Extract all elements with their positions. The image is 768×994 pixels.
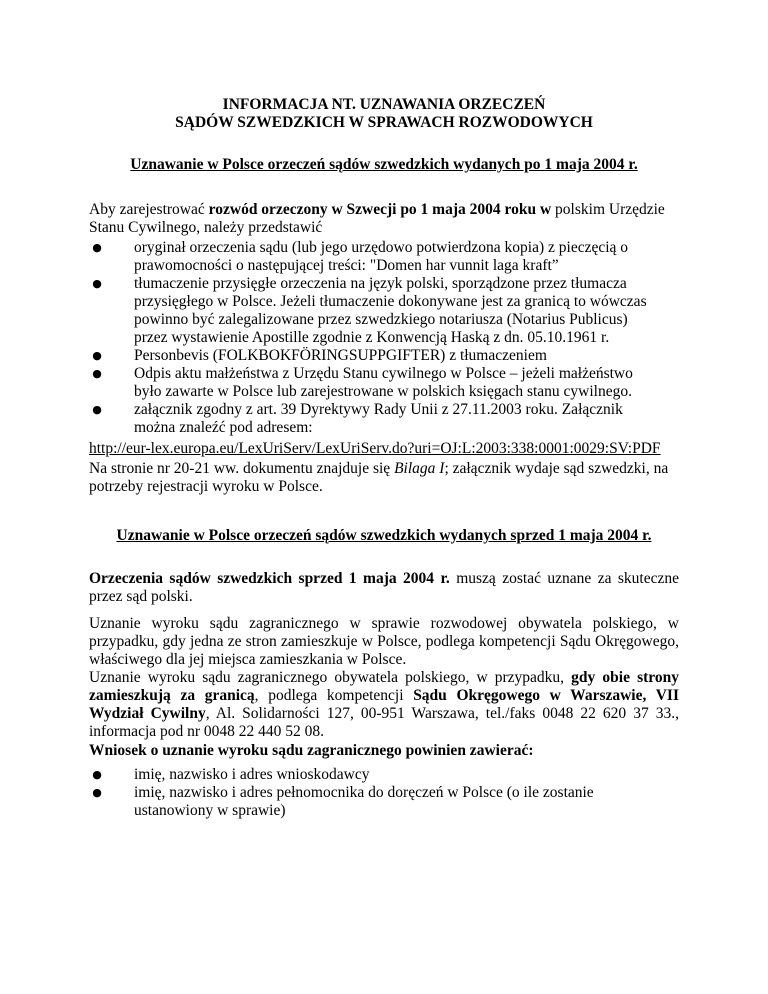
list-item [89,401,649,437]
list-item [89,365,649,401]
note-italic: Bilaga I [394,460,445,477]
section2-paragraph-2: Uznanie wyroku sądu zagranicznego w sprawie rozwodowej obywatela polskiego, w przypadku, gdy jedna ze stron zamieszkuje w Polsce, podlega kompetencji Sądu Okręgowego, właściwego dla jej miejsca zamieszkania w Polsce. [89,615,679,668]
request-list [89,766,649,820]
list-item-text: Odpis aktu małżeństwa z Urzędu Stanu cywilnego w Polsce – jeżeli małżeństwo było zawarte w Polsce lub zarejestrowane w polskich księgach stanu cywilnego. [134,365,633,400]
section2-paragraph-1 [89,570,679,606]
section1-heading: Uznawanie w Polsce orzeczeń sądów szwedzkich wydanych po 1 maja 2004 r. [130,156,638,173]
intro-text: Aby zarejestrować [89,201,209,218]
note-text-end: ; załącznik wydaje sąd szwedzki, na potrzeby rejestracji wyroku w Polsce. [89,460,669,495]
intro-text-end: polskim Urzędzie Stanu Cywilnego, należy przedstawić [89,201,665,236]
p3-text-end: , Al. Solidarności 127, 00-951 Warszawa, tel./faks 0048 22 620 37 33., informacja pod nr 0048 22 440 52 08. [89,705,679,740]
section1-intro [89,201,679,237]
bullet-icon: ● [92,277,102,290]
list-item [89,239,649,275]
title-line-2: SĄDÓW SZWEDZKICH W SPRAWACH ROZWODOWYCH [175,114,593,131]
document-title [0,96,768,132]
title-line-1: INFORMACJA NT. UZNAWANIA ORZECZEŃ [222,96,546,113]
list-item [89,347,649,365]
note-text: Na stronie nr 20-21 ww. dokumentu znajduje się [89,460,395,477]
bullet-icon: ● [92,241,102,254]
bullet-icon: ● [92,786,102,799]
bullet-icon: ● [92,768,102,781]
requirements-list [89,239,649,437]
list-item [89,275,649,347]
eurlex-link[interactable]: http://eur-lex.europa.eu/LexUriServ/LexUriServ.do?uri=OJ:L:2003:338:0001:0029:SV:PDF [89,440,661,457]
p3-bold: gdy obie strony zamieszkują za granicą [89,669,679,704]
list-item [89,766,649,784]
bullet-icon: ● [92,367,102,380]
intro-bold: rozwód orzeczony w Szwecji po 1 maja 2004 roku w [208,201,552,218]
section2-heading: Uznawanie w Polsce orzeczeń sądów szwedzkich wydanych sprzed 1 maja 2004 r. [116,527,652,544]
list-item-text: załącznik zgodny z art. 39 Dyrektywy Rady Unii z 27.11.2003 roku. Załącznik można znaleźć pod adresem: [134,401,623,436]
bullet-icon: ● [92,403,102,416]
list-item-text: imię, nazwisko i adres pełnomocnika do doręczeń w Polsce (o ile zostanie ustanowiony w sprawie) [134,784,594,819]
p3-text: , podlega kompetencji [254,687,414,704]
section1-note [89,460,679,496]
list-item [89,784,649,820]
p1-bold: Orzeczenia sądów szwedzkich sprzed 1 maja 2004 r. [89,570,450,587]
list-item-text: tłumaczenie przysięgłe orzeczenia na język polski, sporządzone przez tłumacza przysięgłego w Polsce. Jeżeli tłumaczenie dokonywane jest za granicą to wówczas powinno być zalegalizowane przez szwedzkiego notariusza (Notarius Publicus) przez wystawienie Apostille zgodnie z Konwencją Haską z dn. 05.10.1961 r. [134,275,647,346]
p3-bold-court: Sądu Okręgowego w Warszawie, VII Wydział Cywilny [89,687,680,722]
section2-paragraph-3 [89,669,679,741]
p3-text: Uznanie wyroku sądu zagranicznego obywatela polskiego, w przypadku, [89,669,572,686]
p1-text: muszą zostać uznane za skuteczne przez sąd polski. [89,570,679,605]
list-item-text: oryginał orzeczenia sądu (lub jego urzędowo potwierdzona kopia) z pieczęcią o prawomocności o następującej treści: "Domen har vunnit laga kraft” [134,239,629,274]
list-item-text: imię, nazwisko i adres wnioskodawcy [134,766,370,783]
request-heading: Wniosek o uznanie wyroku sądu zagranicznego powinien zawierać: [89,742,534,759]
bullet-icon: ● [92,349,102,362]
list-item-text: Personbevis (FOLKBOKFÖRINGSUPPGIFTER) z tłumaczeniem [134,347,547,364]
